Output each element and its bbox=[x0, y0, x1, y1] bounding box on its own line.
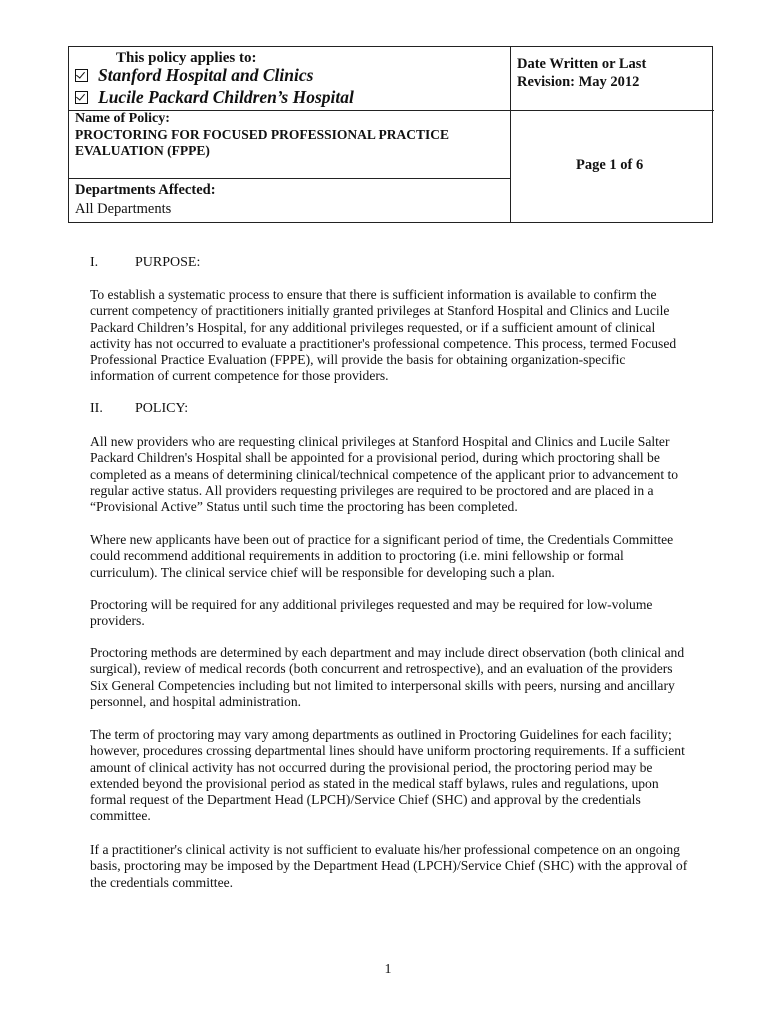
applies-to-title: This policy applies to: bbox=[116, 50, 257, 66]
revision-date bbox=[517, 55, 646, 91]
facility-lucile-packard bbox=[75, 87, 354, 108]
section-heading-purpose bbox=[90, 255, 200, 271]
policy-paragraph-2: Where new applicants have been out of practice for a significant period of time, the Credentials Committee could recommend additional requirements in addition to proctoring (i.e. mini fellowship or formal curriculum). The clinical service chief will be responsible for developing such a plan. bbox=[90, 532, 674, 580]
purpose-paragraph: To establish a systematic process to ensure that there is sufficient information is available to confirm the current competency of practitioners initially granted privileges at Stanford Hospital and Clinics and Lucile Packard Children’s Hospital, for any additional privileges requested, or if a sufficient amount of clinical activity has not occurred to evaluate a practitioner's professional competence. This process, termed Focused Professional Practice Evaluation (FPPE), will provide the basis for obtaining organization-specific information of current competence for those providers. bbox=[90, 287, 677, 384]
table-divider-vertical bbox=[510, 47, 511, 222]
date-label: Date Written or Last bbox=[517, 56, 647, 72]
section-heading-policy bbox=[90, 401, 188, 417]
facility-name: Lucile Packard Children’s Hospital bbox=[98, 87, 354, 107]
section-title: POLICY: bbox=[135, 401, 189, 416]
page-number: 1 bbox=[384, 962, 392, 977]
section-number: I. bbox=[90, 255, 99, 270]
page-info: Page 1 of 6 bbox=[576, 157, 644, 173]
policy-header-table bbox=[68, 46, 713, 223]
policy-paragraph-3: Proctoring will be required for any additional privileges requested and may be required for low-volume providers. bbox=[90, 597, 653, 629]
facility-stanford bbox=[75, 65, 313, 86]
policy-paragraph-1: All new providers who are requesting clinical privileges at Stanford Hospital and Clinics and Lucile Salter Packard Children's Hospital shall be appointed for a provisional period, during which proctoring shall be completed as a means of determining clinical/technical competence of the applicant prior to advancement to regular active status. All providers requesting privileges are required to be proctored and are placed in a “Provisional Active” Status until such time the proctoring has been completed. bbox=[90, 434, 679, 515]
departments-label: Departments Affected: bbox=[75, 182, 216, 198]
section-title: PURPOSE: bbox=[135, 255, 201, 270]
policy-paragraph-6: If a practitioner's clinical activity is not sufficient to evaluate his/her professional competence on an ongoing basis, proctoring may be imposed by the Department Head (LPCH)/Service Chief (SHC) with the approval of the credentials committee. bbox=[90, 842, 688, 890]
table-divider-3 bbox=[510, 110, 714, 111]
section-number: II. bbox=[90, 401, 103, 416]
policy-name: PROCTORING FOR FOCUSED PROFESSIONAL PRACTICE EVALUATION (FPPE) bbox=[75, 127, 450, 158]
facility-name: Stanford Hospital and Clinics bbox=[98, 65, 314, 85]
table-divider-2 bbox=[69, 178, 510, 179]
policy-paragraph-5: The term of proctoring may vary among departments as outlined in Proctoring Guidelines for each facility; however, procedures crossing departmental lines should have uniform proctoring requirements. If a sufficient amount of clinical activity has not occurred during the provisional period, the proctoring period may be extended beyond the provisional period as stated in the medical staff bylaws, rules and regulations, upon formal request of the Department Head (LPCH)/Service Chief (SHC) and approval by the credentials committee. bbox=[90, 727, 685, 824]
departments-value: All Departments bbox=[75, 201, 172, 217]
revision-value: Revision: May 2012 bbox=[517, 74, 640, 90]
checkbox-checked-icon bbox=[75, 91, 88, 104]
policy-paragraph-4: Proctoring methods are determined by each department and may include direct observation (both clinical and surgical), review of medical records (both concurrent and retrospective), and an evaluation of the providers Six General Competencies including but not limited to interpersonal skills with peers, nursing and ancillary personnel, and hospital administration. bbox=[90, 645, 685, 709]
policy-name-label: Name of Policy: bbox=[75, 111, 170, 126]
checkbox-checked-icon bbox=[75, 69, 88, 82]
